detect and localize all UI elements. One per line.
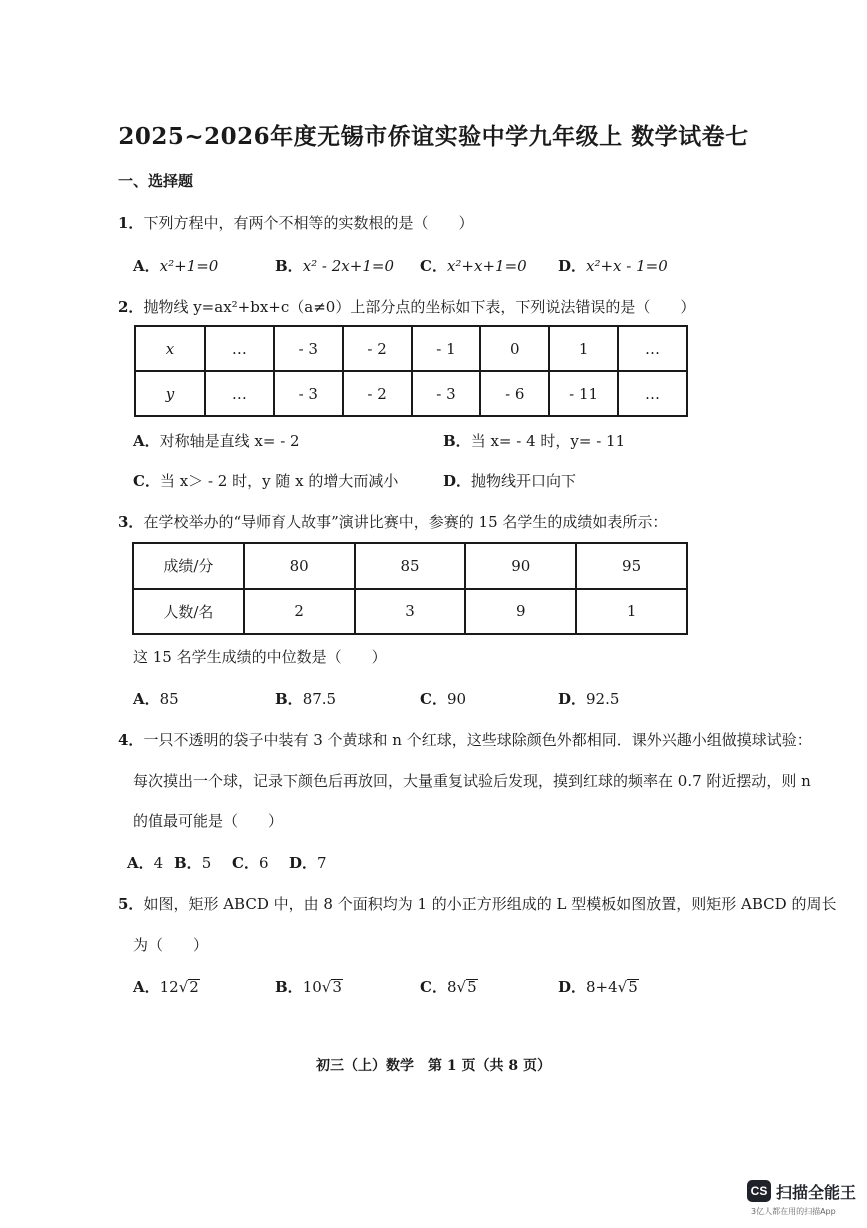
q3-option-b bbox=[275, 688, 336, 709]
table-cell: 80 bbox=[244, 543, 355, 589]
question-stem: 抛物线 y=ax²+bx+c（a≠0）上部分点的坐标如下表，下列说法错误的是（ ） bbox=[143, 298, 696, 316]
question-stem: 下列方程中，有两个不相等的实数根的是（ ） bbox=[143, 214, 474, 232]
table-cell: 0 bbox=[480, 326, 549, 371]
q5-option-b bbox=[275, 976, 343, 997]
q5-option-c bbox=[420, 976, 478, 997]
q1-option-b bbox=[275, 255, 394, 276]
question-stem-line-1: 一只不透明的袋子中装有 3 个黄球和 n 个红球，这些球除颜色外都相同．课外兴趣小组做摸球试验： bbox=[143, 731, 812, 749]
table-cell: 95 bbox=[576, 543, 687, 589]
option-text: 抛物线开口向下 bbox=[471, 472, 577, 490]
q4-option-b bbox=[174, 852, 211, 873]
q5-option-d bbox=[558, 976, 639, 997]
radicand: 3 bbox=[332, 978, 342, 996]
table-cell: 1 bbox=[549, 326, 618, 371]
table-cell: - 2 bbox=[343, 326, 412, 371]
option-label: C． bbox=[420, 257, 447, 275]
table-cell: 3 bbox=[355, 589, 466, 635]
question-number: 1． bbox=[118, 214, 144, 232]
question-number: 4． bbox=[118, 731, 144, 749]
option-label: D． bbox=[558, 690, 587, 708]
q2-option-d bbox=[443, 470, 576, 491]
option-label: B． bbox=[275, 257, 303, 275]
option-text: 当 x＞ - 2 时，y 随 x 的增大而减小 bbox=[159, 472, 399, 490]
q3-followup: 这 15 名学生成绩的中位数是（ ） bbox=[133, 648, 387, 666]
option-label: B． bbox=[275, 978, 303, 996]
question-stem: 在学校举办的“导师育人故事”演讲比赛中，参赛的 15 名学生的成绩如表所示： bbox=[143, 513, 668, 531]
radicand: 2 bbox=[189, 978, 199, 996]
option-label: A． bbox=[133, 978, 160, 996]
option-label: A． bbox=[133, 690, 160, 708]
table-cell: … bbox=[618, 371, 687, 416]
section-heading: 一、选择题 bbox=[118, 172, 194, 190]
question-number: 2． bbox=[118, 298, 144, 316]
table-cell: - 3 bbox=[274, 371, 343, 416]
q1-option-d bbox=[558, 255, 668, 276]
option-label: B． bbox=[443, 432, 471, 450]
radicand: 5 bbox=[628, 978, 638, 996]
table-row bbox=[133, 543, 687, 589]
question-stem-line-2: 为（ ） bbox=[133, 936, 209, 954]
sqrt-icon: √ bbox=[178, 978, 189, 996]
table-cell: y bbox=[135, 371, 205, 416]
option-label: D． bbox=[558, 978, 587, 996]
option-text: x²+1=0 bbox=[159, 257, 219, 275]
option-label: C． bbox=[133, 472, 160, 490]
question-stem-line-2: 每次摸出一个球，记录下颜色后再放回，大量重复试验后发现，摸到红球的频率在 0.7 附近摆动，则 n bbox=[133, 772, 811, 790]
option-label: D． bbox=[558, 257, 587, 275]
table-row bbox=[135, 371, 687, 416]
radicand: 5 bbox=[467, 978, 477, 996]
table-row bbox=[133, 589, 687, 635]
table-cell: x bbox=[135, 326, 205, 371]
table-cell: - 1 bbox=[412, 326, 481, 371]
question-5 bbox=[118, 893, 836, 914]
camscanner-logo-icon: CS bbox=[747, 1180, 771, 1202]
option-text: 4 bbox=[153, 854, 164, 872]
option-label: D． bbox=[443, 472, 472, 490]
q1-option-a bbox=[133, 255, 218, 276]
q2-option-c bbox=[133, 470, 398, 491]
option-text: 85 bbox=[159, 690, 179, 708]
camscanner-name: 扫描全能王 bbox=[776, 1183, 857, 1202]
table-cell: 1 bbox=[576, 589, 687, 635]
sqrt-icon: √ bbox=[456, 978, 467, 996]
q3-option-a bbox=[133, 688, 179, 709]
q2-table bbox=[134, 325, 688, 417]
option-label: A． bbox=[127, 854, 154, 872]
option-text: 6 bbox=[258, 854, 269, 872]
option-label: A． bbox=[133, 432, 160, 450]
table-cell: 90 bbox=[465, 543, 576, 589]
option-text: x²+x+1=0 bbox=[446, 257, 527, 275]
question-number: 3． bbox=[118, 513, 144, 531]
question-1 bbox=[118, 212, 473, 233]
table-cell: … bbox=[205, 371, 274, 416]
table-cell: - 3 bbox=[412, 371, 481, 416]
q2-option-b bbox=[443, 430, 625, 451]
q4-option-d bbox=[289, 852, 327, 873]
q1-option-c bbox=[420, 255, 527, 276]
q4-option-c bbox=[232, 852, 269, 873]
table-cell: … bbox=[618, 326, 687, 371]
table-row bbox=[135, 326, 687, 371]
q3-table bbox=[132, 542, 688, 635]
question-2 bbox=[118, 296, 695, 317]
question-4 bbox=[118, 729, 812, 750]
table-cell: 2 bbox=[244, 589, 355, 635]
table-cell: - 11 bbox=[549, 371, 618, 416]
option-text: 7 bbox=[317, 854, 327, 872]
sqrt-icon: √ bbox=[321, 978, 332, 996]
option-text: x² - 2x+1=0 bbox=[302, 257, 394, 275]
table-cell: 成绩/分 bbox=[133, 543, 244, 589]
option-coefficient: 8+4 bbox=[586, 978, 618, 996]
option-label: C． bbox=[420, 978, 447, 996]
option-text: 当 x= - 4 时，y= - 11 bbox=[470, 432, 626, 450]
option-label: B． bbox=[275, 690, 303, 708]
option-label: C． bbox=[232, 854, 259, 872]
option-coefficient: 8 bbox=[446, 978, 457, 996]
table-cell: 85 bbox=[355, 543, 466, 589]
table-cell: 9 bbox=[465, 589, 576, 635]
q2-option-a bbox=[133, 430, 300, 451]
camscanner-tagline: 3亿人都在用的扫描App bbox=[751, 1207, 836, 1216]
option-text: 90 bbox=[446, 690, 467, 708]
table-cell: … bbox=[205, 326, 274, 371]
q4-option-a bbox=[127, 852, 163, 873]
option-text: x²+x - 1=0 bbox=[586, 257, 668, 275]
option-coefficient: 12 bbox=[159, 978, 179, 996]
table-cell: - 6 bbox=[480, 371, 549, 416]
table-cell: - 2 bbox=[343, 371, 412, 416]
option-label: A． bbox=[133, 257, 160, 275]
question-number: 5． bbox=[118, 895, 144, 913]
option-text: 87.5 bbox=[302, 690, 337, 708]
option-text: 92.5 bbox=[586, 690, 620, 708]
option-label: D． bbox=[289, 854, 318, 872]
option-label: B． bbox=[174, 854, 202, 872]
table-cell: 人数/名 bbox=[133, 589, 244, 635]
option-label: C． bbox=[420, 690, 447, 708]
q3-option-d bbox=[558, 688, 619, 709]
page-footer: 初三（上）数学 第 1 页（共 8 页） bbox=[316, 1058, 551, 1074]
q3-option-c bbox=[420, 688, 466, 709]
sqrt-icon: √ bbox=[617, 978, 628, 996]
table-cell: - 3 bbox=[274, 326, 343, 371]
option-text: 5 bbox=[201, 854, 212, 872]
exam-title: 2025~2026年度无锡市侨谊实验中学九年级上 数学试卷七 bbox=[118, 123, 749, 150]
question-stem-line-1: 如图，矩形 ABCD 中，由 8 个面积均为 1 的小正方形组成的 L 型模板如图放置，则矩形 ABCD 的周长 bbox=[143, 895, 837, 913]
option-text: 对称轴是直线 x= - 2 bbox=[159, 432, 300, 450]
option-coefficient: 10 bbox=[302, 978, 322, 996]
q5-option-a bbox=[133, 976, 200, 997]
question-stem-line-3: 的值最可能是（ ） bbox=[133, 812, 284, 830]
question-3 bbox=[118, 511, 667, 532]
